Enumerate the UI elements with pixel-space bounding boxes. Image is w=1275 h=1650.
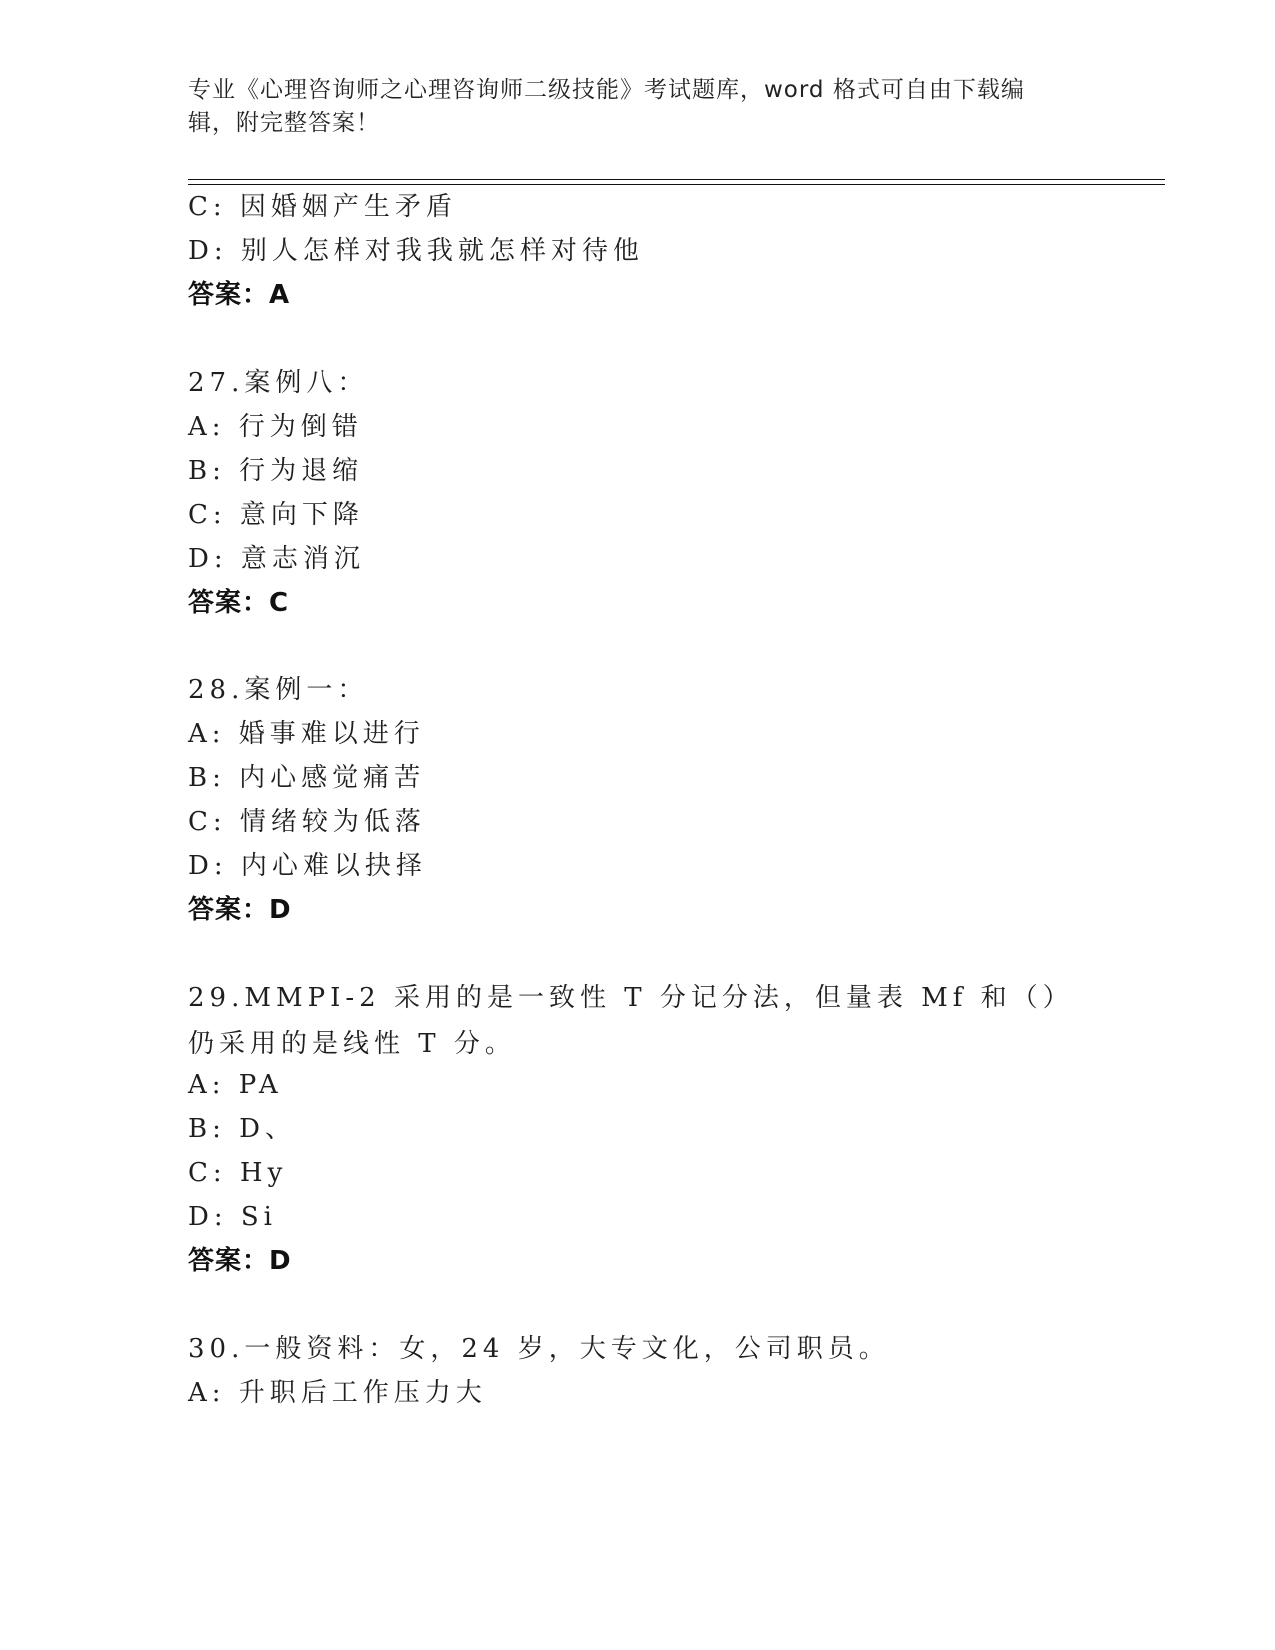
question-27-option-c: C: 意向下降	[188, 500, 364, 530]
header-rule-top	[188, 179, 1165, 180]
question-28-option-b: B: 内心感觉痛苦	[188, 763, 426, 793]
question-28-option-c: C: 情绪较为低落	[188, 807, 426, 837]
question-30-stem: 30.一般资料：女，24 岁，大专文化，公司职员。	[188, 1334, 890, 1364]
question-29-option-c: C: Hy	[188, 1158, 288, 1188]
option-d: D: 别人怎样对我我就怎样对待他	[188, 236, 644, 266]
question-29-option-b: B: D、	[188, 1114, 296, 1144]
question-29-option-a: A: PA	[188, 1070, 283, 1100]
question-27-answer: 答案：C	[188, 588, 290, 618]
option-c: C: 因婚姻产生矛盾	[188, 192, 457, 222]
question-28-option-d: D: 内心难以抉择	[188, 851, 427, 881]
question-27-stem: 27.案例八：	[188, 368, 369, 398]
question-30-option-a: A: 升职后工作压力大	[188, 1378, 487, 1408]
question-29-answer: 答案：D	[188, 1246, 292, 1276]
question-29-stem: 29.MMPI-2 采用的是一致性 T 分记分法，但量表 Mf 和（）仍采用的是线性 T 分。	[188, 983, 1061, 1059]
question-28-answer: 答案：D	[188, 895, 292, 925]
answer: 答案：A	[188, 280, 291, 310]
question-29-option-d: D: Si	[188, 1202, 277, 1232]
header-rule-bottom	[188, 184, 1165, 185]
question-27-option-b: B: 行为退缩	[188, 456, 364, 486]
question-28-option-a: A: 婚事难以进行	[188, 719, 425, 749]
question-28-stem: 28.案例一：	[188, 675, 369, 705]
question-27-option-d: D: 意志消沉	[188, 544, 365, 574]
question-27-option-a: A: 行为倒错	[188, 412, 363, 442]
document-header: 专业《心理咨询师之心理咨询师二级技能》考试题库，word 格式可自由下载编辑，附完整答案！	[188, 77, 1025, 136]
